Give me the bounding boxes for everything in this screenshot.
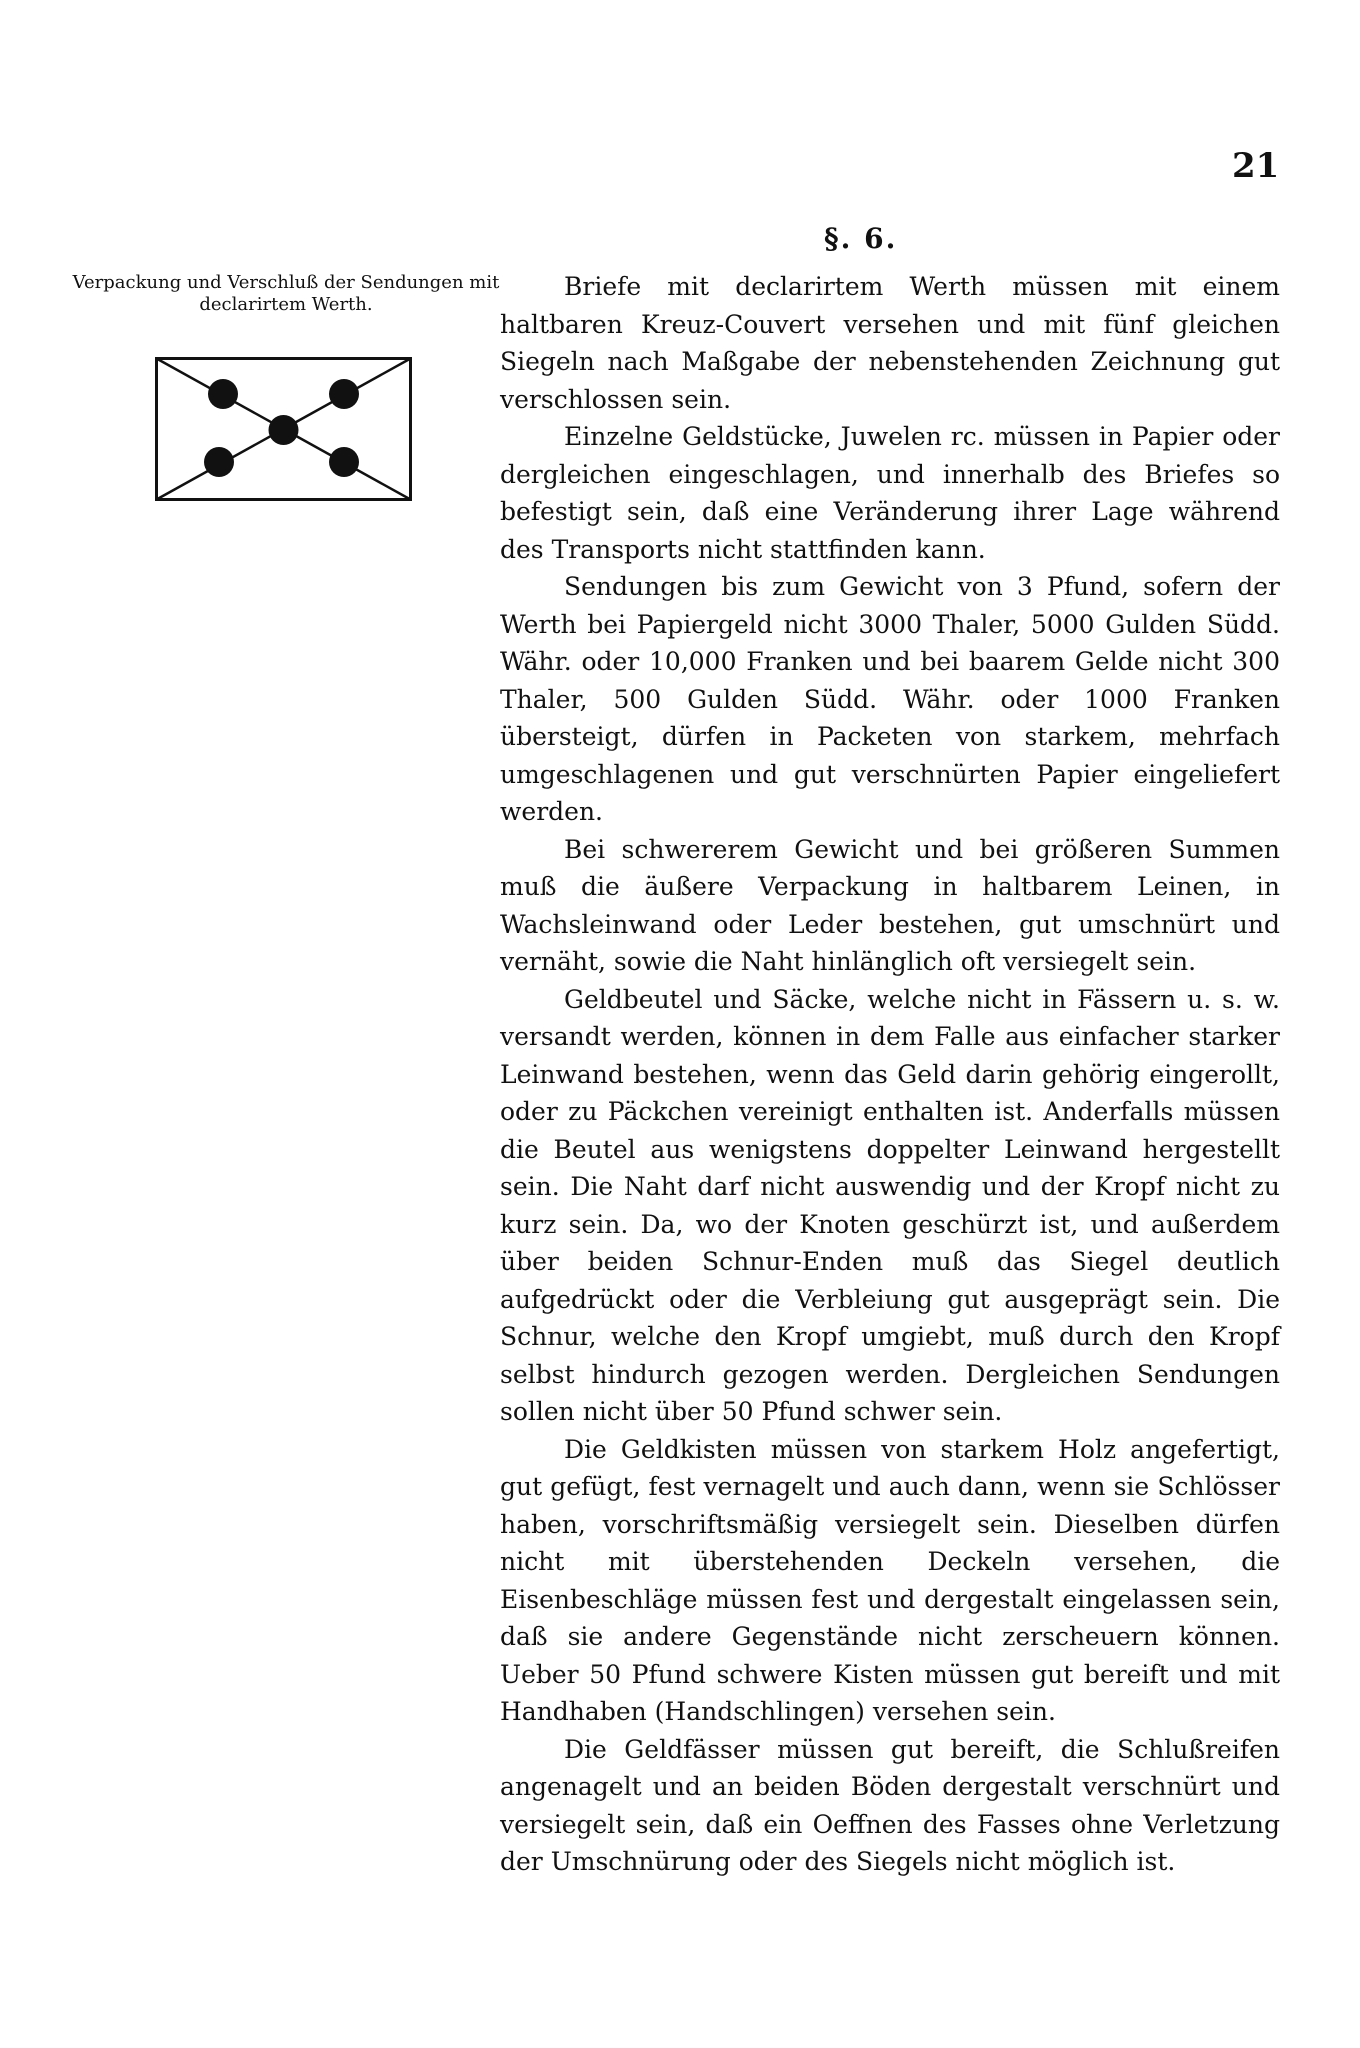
page-number: 21 (1232, 146, 1280, 186)
seal-bottom-left (204, 447, 234, 477)
section-heading: §. 6. (824, 222, 898, 255)
body-text (500, 268, 1280, 1881)
paragraph: Einzelne Geldstücke, Juwelen rc. müssen in Papier oder dergleichen eingeschlagen, und innerhalb des Briefes so befestigt sein, daß eine Veränderung ihrer Lage während des Transports nicht stattfinden kann. (500, 422, 1280, 564)
marginal-note: Verpackung und Verschluß der Sendungen mit declarirtem Werth. (72, 272, 500, 315)
paragraph: Bei schwererem Gewicht und bei größeren Summen muß die äußere Verpackung in haltbarem Leinen, in Wachsleinwand oder Leder bestehen, gut umschnürt und vernäht, sowie die Naht hinlänglich oft versiegelt sein. (500, 834, 1280, 976)
paragraph: Die Geldfässer müssen gut bereift, die Schlußreifen angenagelt und an beiden Böden dergestalt verschnürt und versiegelt sein, daß ein Oeffnen des Fasses ohne Verletzung der Umschnürung oder des Siegels nicht möglich ist. (500, 1734, 1280, 1876)
paragraph: Die Geldkisten müssen von starkem Holz angefertigt, gut gefügt, fest vernagelt und auch dann, wenn sie Schlösser haben, vorschriftsmäßig versiegelt sein. Dieselben dürfen nicht mit überstehenden Deckeln versehen, die Eisenbeschläge müssen fest und dergestalt eingelassen sein, daß sie andere Gegenstände nicht zerscheuern können. Ueber 50 Pfund schwere Kisten müssen gut bereift und mit Handhaben (Handschlingen) versehen sein. (500, 1434, 1280, 1726)
seal-top-left (208, 379, 238, 409)
paragraph: Sendungen bis zum Gewicht von 3 Pfund, sofern der Werth bei Papiergeld nicht 3000 Thaler, 5000 Gulden Südd. Währ. oder 10,000 Franken und bei baarem Gelde nicht 300 Thaler, 500 Gulden Südd. Währ. oder 1000 Franken übersteigt, dürfen in Packeten von starkem, mehrfach umgeschlagenen und gut verschnürten Papier eingeliefert werden. (500, 572, 1280, 826)
seal-bottom-right (329, 447, 359, 477)
seal-center (269, 415, 299, 445)
seal-top-right (329, 379, 359, 409)
paragraph: Briefe mit declarirtem Werth müssen mit einem haltbaren Kreuz-Couvert versehen und mit fünf gleichen Siegeln nach Maßgabe der nebenstehenden Zeichnung gut verschlossen sein. (500, 272, 1280, 414)
paragraph: Geldbeutel und Säcke, welche nicht in Fässern u. s. w. versandt werden, können in dem Falle aus einfacher starker Leinwand bestehen, wenn das Geld darin gehörig eingerollt, oder zu Päckchen vereinigt enthalten ist. Anderfalls müssen die Beutel aus wenigstens doppelter Leinwand hergestellt sein. Die Naht darf nicht auswendig und der Kropf nicht zu kurz sein. Da, wo der Knoten geschürzt ist, und außerdem über beiden Schnur-Enden muß das Siegel deutlich aufgedrückt oder die Verbleiung gut ausgeprägt sein. Die Schnur, welche den Kropf umgiebt, muß durch den Kropf selbst hindurch gezogen werden. Dergleichen Sendungen sollen nicht über 50 Pfund schwer sein. (500, 984, 1280, 1426)
envelope-seal-diagram (155, 357, 412, 501)
